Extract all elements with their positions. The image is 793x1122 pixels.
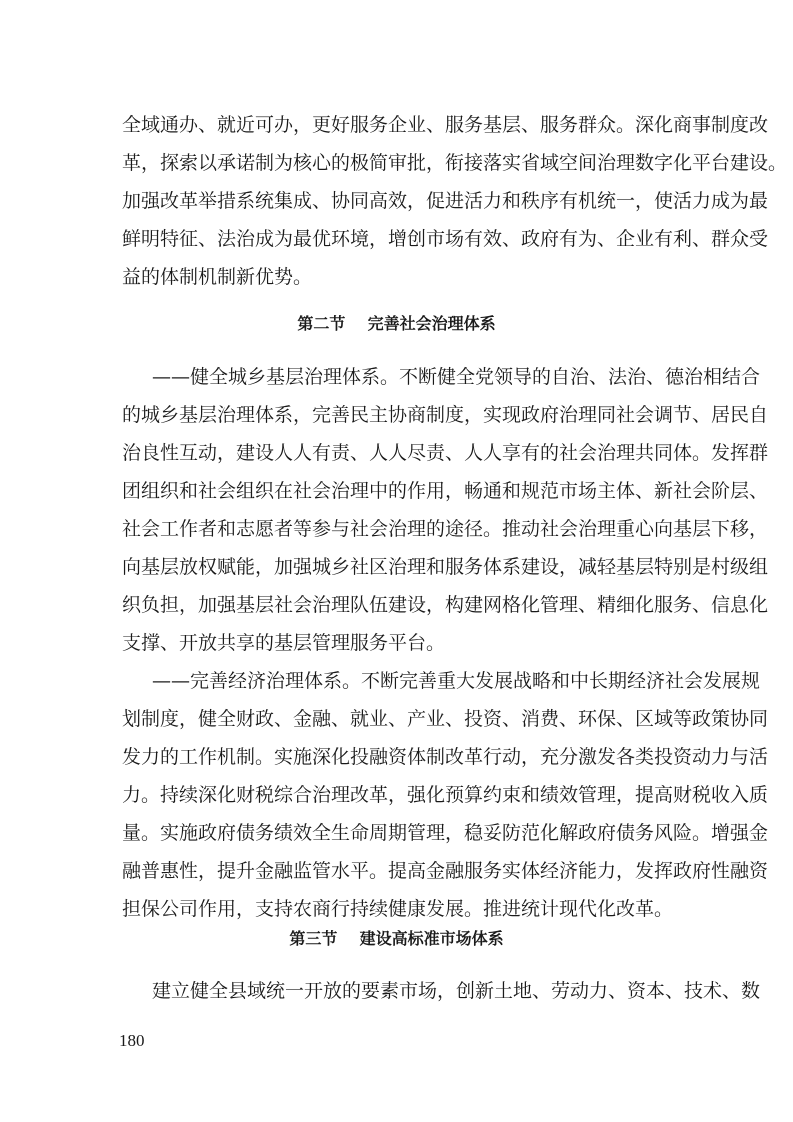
paragraph-line: 融普惠性，提升金融监管水平。提高金融服务实体经济能力，发挥政府性融资: [122, 860, 769, 882]
paragraph-line: ——完善经济治理体系。不断完善重大发展战略和中长期经济社会发展规: [152, 670, 761, 692]
section-heading-3: 第三节 建设高标准市场体系: [289, 929, 504, 948]
intro-line: 益的体制机制新优势。: [122, 266, 313, 288]
section-heading-2: 第二节 完善社会治理体系: [297, 314, 496, 333]
paragraph-line: 织负担，加强基层社会治理队伍建设，构建网格化管理、精细化服务、信息化: [122, 594, 769, 616]
intro-line: 革，探索以承诺制为核心的极简审批，衔接落实省域空间治理数字化平台建设。: [122, 152, 788, 174]
paragraph-line: 治良性互动，建设人人有责、人人尽责、人人享有的社会治理共同体。发挥群: [122, 442, 769, 464]
paragraph-line: 团组织和社会组织在社会治理中的作用，畅通和规范市场主体、新社会阶层、: [122, 480, 769, 502]
paragraph-line: 社会工作者和志愿者等参与社会治理的途径。推动社会治理重心向基层下移，: [122, 518, 769, 540]
paragraph-line: 建立健全县域统一开放的要素市场，创新土地、劳动力、资本、技术、数: [152, 980, 761, 1002]
paragraph-line: ——健全城乡基层治理体系。不断健全党领导的自治、法治、德治相结合: [152, 366, 761, 388]
intro-line: 加强改革举措系统集成、协同高效，促进活力和秩序有机统一，使活力成为最: [122, 190, 769, 212]
paragraph-line: 力。持续深化财税综合治理改革，强化预算约束和绩效管理，提高财税收入质: [122, 784, 769, 806]
intro-line: 全域通办、就近可办，更好服务企业、服务基层、服务群众。深化商事制度改: [122, 114, 769, 136]
paragraph-line: 量。实施政府债务绩效全生命周期管理，稳妥防范化解政府债务风险。增强金: [122, 822, 769, 844]
paragraph-line: 发力的工作机制。实施深化投融资体制改革行动，充分激发各类投资动力与活: [122, 746, 769, 768]
paragraph-line: 担保公司作用，支持农商行持续健康发展。推进统计现代化改革。: [122, 898, 674, 920]
paragraph-line: 的城乡基层治理体系，完善民主协商制度，实现政府治理同社会调节、居民自: [122, 404, 769, 426]
paragraph-line: 支撑、开放共享的基层管理服务平台。: [122, 632, 446, 654]
intro-line: 鲜明特征、法治成为最优环境，增创市场有效、政府有为、企业有利、群众受: [122, 228, 769, 250]
paragraph-line: 划制度，健全财政、金融、就业、产业、投资、消费、环保、区域等政策协同: [122, 708, 769, 730]
page-number: 180: [119, 1031, 145, 1050]
paragraph-line: 向基层放权赋能，加强城乡社区治理和服务体系建设，减轻基层特别是村级组: [122, 556, 769, 578]
